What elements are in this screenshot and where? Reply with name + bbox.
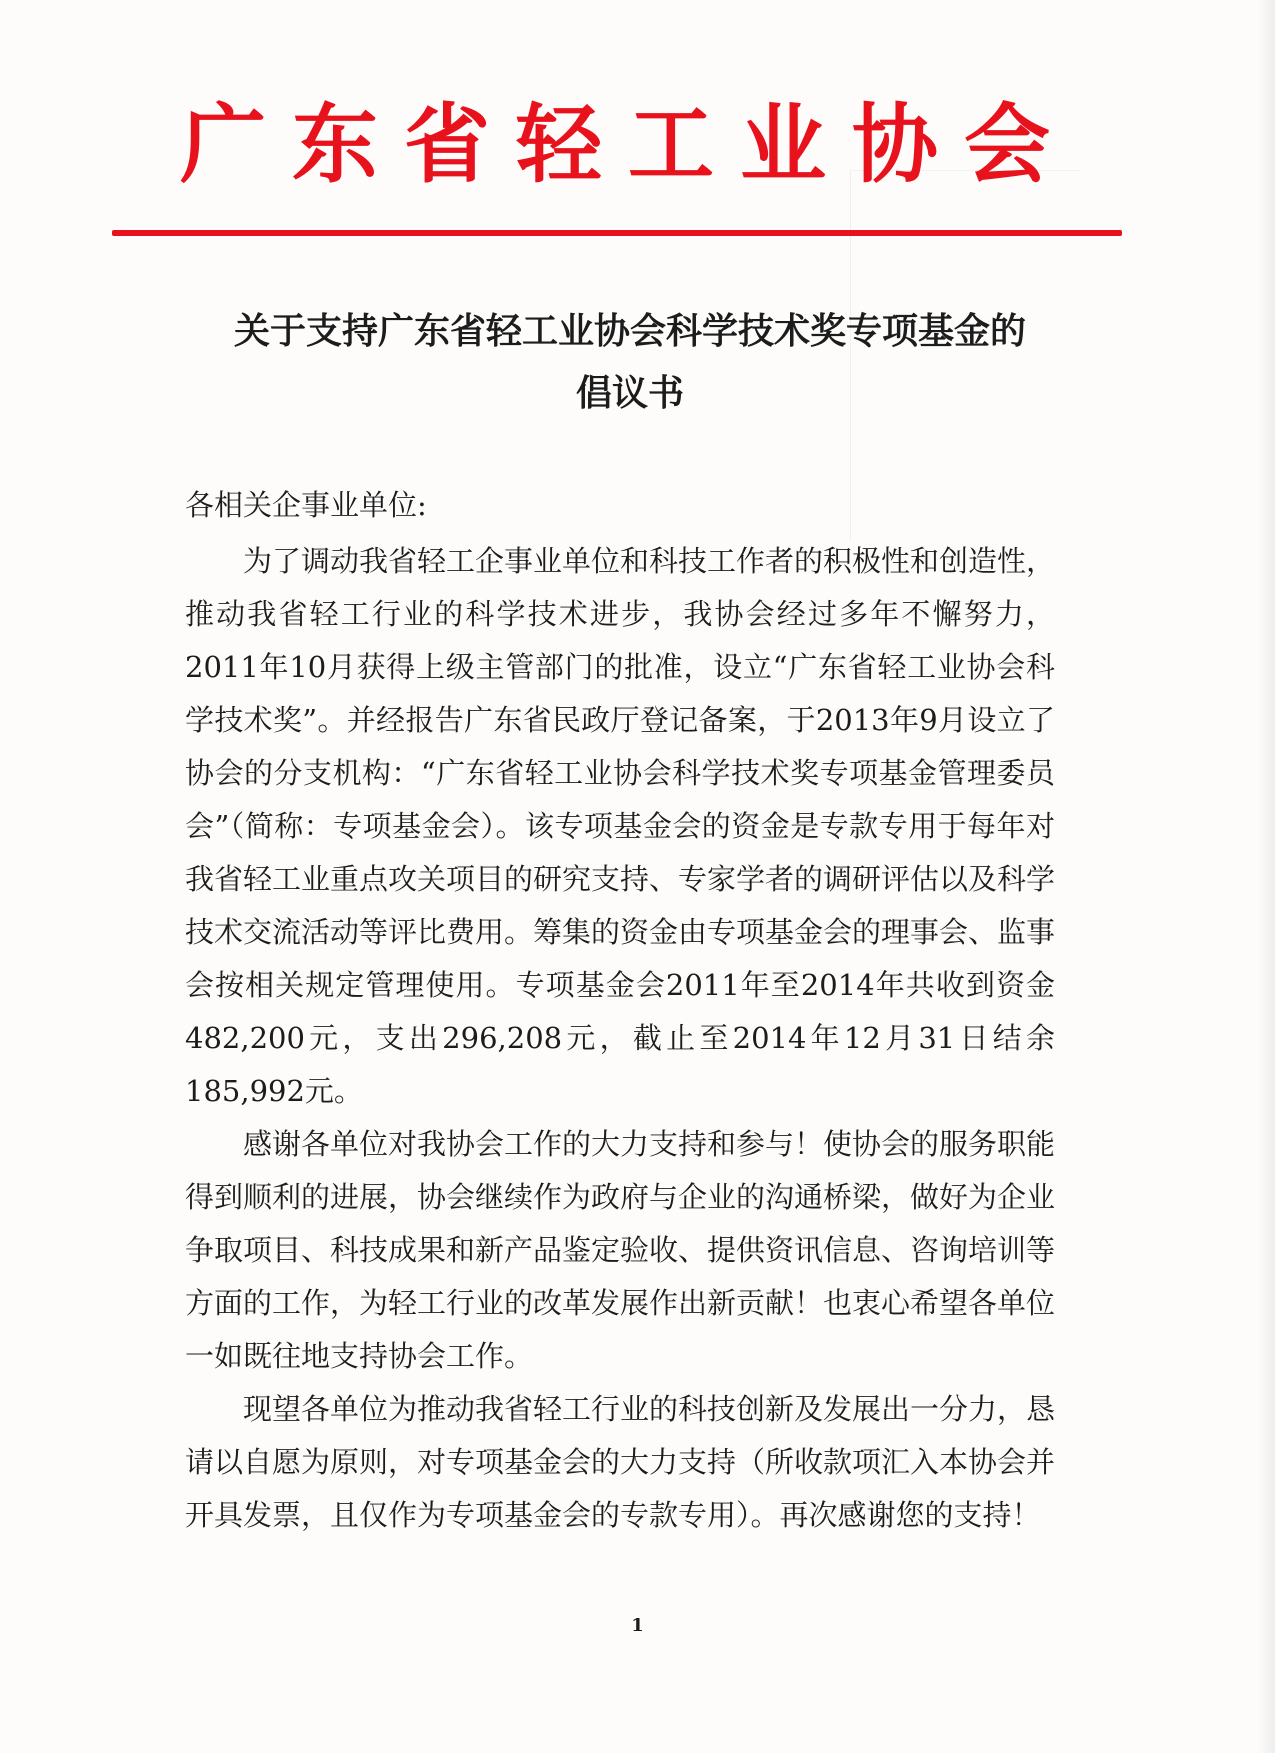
document-title-line-2: 倡议书 — [575, 372, 684, 414]
salutation: 各相关企事业单位: — [185, 488, 427, 522]
letterhead-title: 广东省轻工业协会 — [180, 94, 1076, 195]
document-title — [180, 300, 1080, 424]
document-body — [185, 535, 1055, 1542]
scan-edge-shadow — [1257, 0, 1275, 1753]
paragraph-appeal: 现望各单位为推动我省轻工行业的科技创新及发展出一分力，恳请以自愿为原则，对专项基金会的大力支持（所收款项汇入本协会并开具发票，且仅作为专项基金会的专款专用）。再次感谢您的支持！ — [185, 1392, 1056, 1532]
paragraph-background: 为了调动我省轻工企事业单位和科技工作者的积极性和创造性，推动我省轻工行业的科学技术进步，我协会经过多年不懈努力，2011年10月获得上级主管部门的批准，设立“广东省轻工业协会科学技术奖”。并经报告广东省民政厅登记备案，于2013年9月设立了协会的分支机构：“广东省轻工业协会科学技术奖专项基金管理委员会”（简称：专项基金会）。该专项基金会的资金是专款专用于每年对我省轻工业重点攻关项目的研究支持、专家学者的调研评估以及科学技术交流活动等评比费用。筹集的资金由专项基金会的理事会、监事会按相关规定管理使用。专项基金会2011年至2014年共收到资金482,200元，支出296,208元，截止至2014年12月31日结余185,992元。 — [185, 544, 1056, 1108]
paragraph-thanks: 感谢各单位对我协会工作的大力支持和参与！使协会的服务职能得到顺利的进展，协会继续作为政府与企业的沟通桥梁，做好为企业争取项目、科技成果和新产品鉴定验收、提供资讯信息、咨询培训等方面的工作，为轻工行业的改革发展作出新贡献！也衷心希望各单位一如既往地支持协会工作。 — [185, 1127, 1056, 1373]
document-title-line-1: 关于支持广东省轻工业协会科学技术奖专项基金的 — [233, 310, 1026, 352]
page-number: 1 — [631, 1615, 644, 1636]
letterhead-rule — [112, 230, 1122, 236]
